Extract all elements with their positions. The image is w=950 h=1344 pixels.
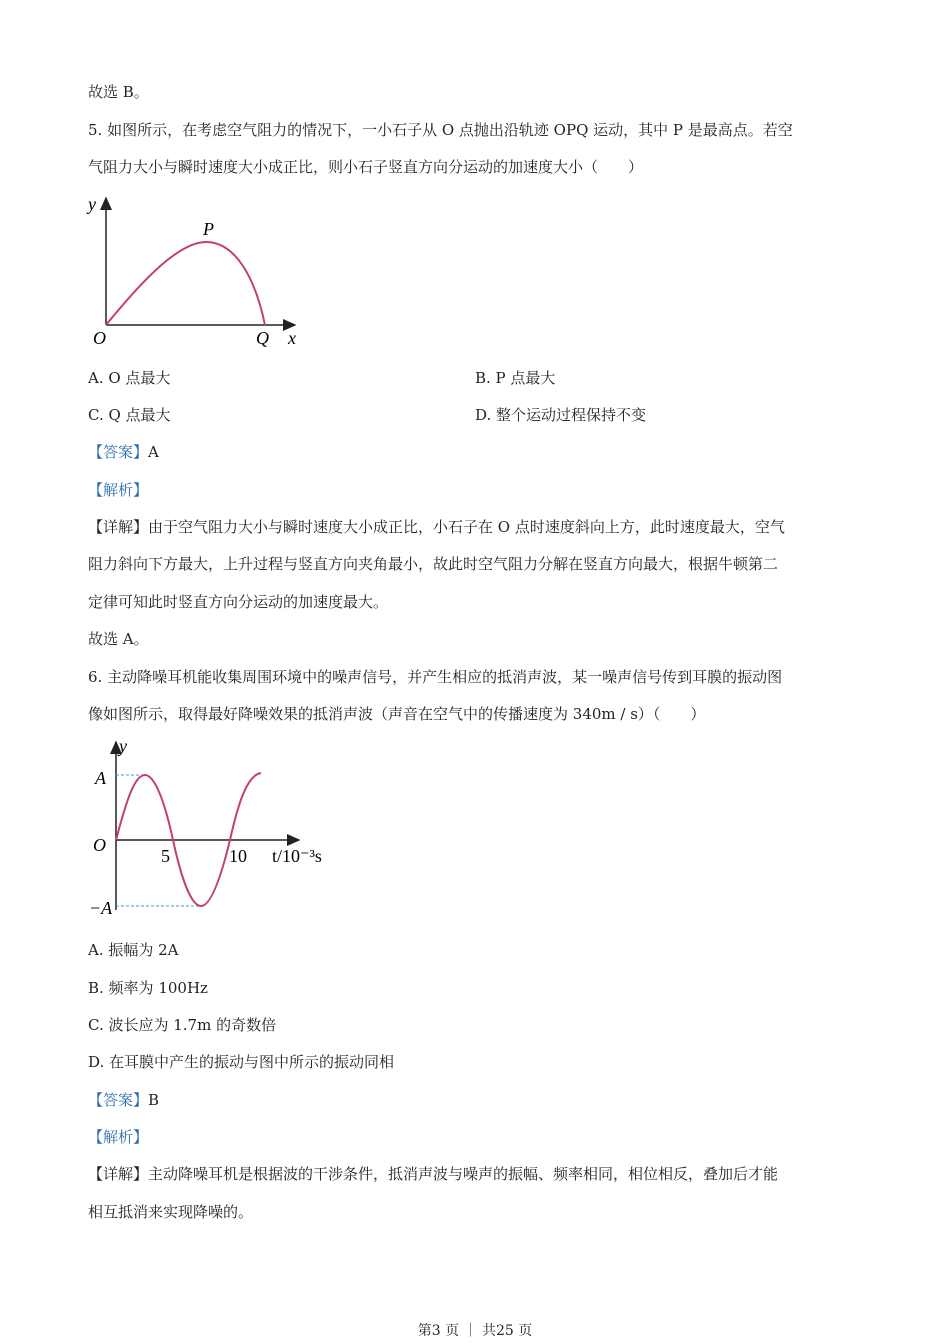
detail-text: 由于空气阻力大小与瞬时速度大小成正比，小石子在 O 点时速度斜向上方，此时速度最大，空气 (148, 518, 785, 536)
option-a: A. O 点最大 (88, 369, 171, 387)
question-5-line-2: 气阻力大小与瞬时速度大小成正比，则小石子竖直方向分运动的加速度大小（ ） (88, 158, 644, 176)
answer-line (88, 1090, 159, 1110)
answer-tag: 【答案】 (88, 443, 149, 461)
answer-line (88, 442, 159, 462)
option-a: A. 振幅为 2A (88, 941, 179, 959)
conclusion-line: 故选 A。 (88, 630, 149, 648)
answer-value: B (148, 1091, 160, 1109)
detail-tag: 【详解】 (88, 1165, 149, 1183)
question-6-line-1: 6. 主动降噪耳机能收集周围环境中的噪声信号，并产生相应的抵消声波，某一噪声信号传到耳膜的振动图 (88, 668, 783, 686)
detail-text: 主动降噪耳机是根据波的干涉条件，抵消声波与噪声的振幅、频率相同，相位相反，叠加后才能 (148, 1165, 779, 1183)
origin-label: O (93, 835, 106, 855)
option-c: C. 波长应为 1.7m 的奇数倍 (88, 1016, 277, 1034)
analysis-tag: 【解析】 (88, 481, 149, 499)
t-axis-label: t/10⁻³s (272, 846, 322, 866)
option-d: D. 在耳膜中产生的振动与图中所示的振动同相 (88, 1053, 395, 1071)
trajectory-curve (106, 242, 265, 325)
question-6-line-2: 像如图所示，取得最好降噪效果的抵消声波（声音在空气中的传播速度为 340m / s）（ ） (88, 705, 706, 723)
point-q-label: Q (256, 328, 269, 348)
question-5-line-1: 5. 如图所示，在考虑空气阻力的情况下，一小石子从 O 点抛出沿轨迹 OPQ 运动，其中 P 是最高点。若空 (88, 121, 793, 139)
detail-line-2: 相互抵消来实现降噪的。 (88, 1203, 254, 1221)
detail-line-1 (88, 1164, 778, 1184)
text-line: 故选 B。 (88, 83, 149, 101)
detail-line-1 (88, 517, 785, 537)
amplitude-label: A (95, 768, 106, 788)
tick-5-label: 5 (161, 846, 170, 866)
option-b: B. 频率为 100Hz (88, 979, 208, 997)
x-label: x (288, 328, 296, 348)
y-label: y (119, 738, 127, 756)
analysis-tag: 【解析】 (88, 1128, 149, 1146)
point-p-label: P (203, 219, 214, 239)
trajectory-figure (85, 192, 310, 352)
option-d: D. 整个运动过程保持不变 (475, 406, 647, 424)
page-footer: 第3 页 ｜ 共25 页 (417, 1323, 533, 1339)
detail-tag: 【详解】 (88, 518, 149, 536)
option-c: C. Q 点最大 (88, 406, 171, 424)
option-b: B. P 点最大 (475, 369, 556, 387)
answer-tag: 【答案】 (88, 1091, 149, 1109)
neg-amplitude-label: −A (89, 898, 113, 918)
origin-label: O (93, 328, 106, 348)
detail-line-2: 阻力斜向下方最大，上升过程与竖直方向夹角最小，故此时空气阻力分解在竖直方向最大，根据牛顿第二 (88, 555, 779, 573)
y-label: y (88, 194, 96, 214)
answer-value: A (148, 443, 159, 461)
detail-line-3: 定律可知此时竖直方向分运动的加速度最大。 (88, 593, 389, 611)
tick-10-label: 10 (229, 846, 247, 866)
vibration-figure (85, 738, 335, 918)
